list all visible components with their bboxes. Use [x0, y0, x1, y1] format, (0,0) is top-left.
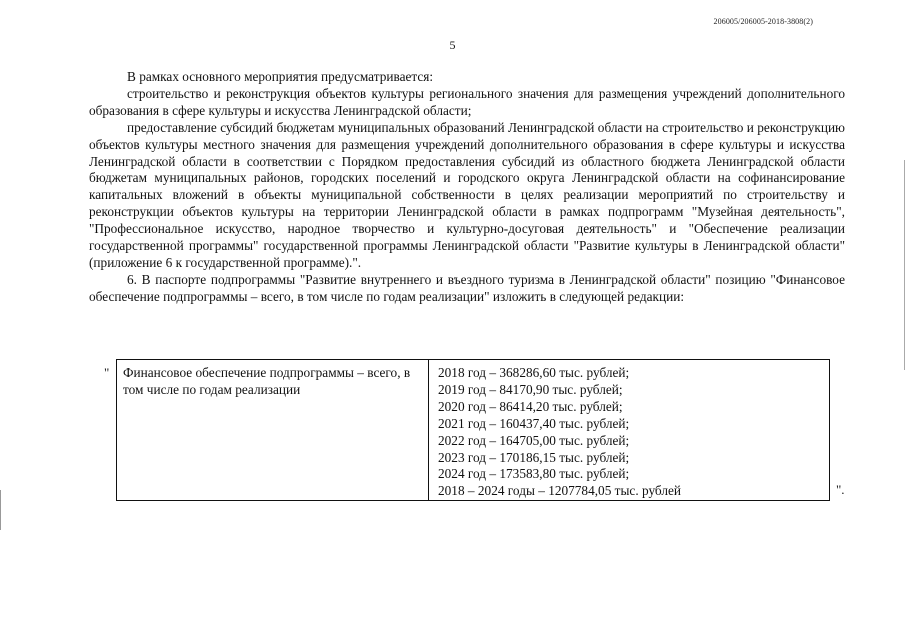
paragraph-item-6: 6. В паспорте подпрограммы "Развитие внутреннего и въездного туризма в Ленинградской области" позицию "Финансовое обеспечение подпрограммы – всего, в том числе по годам реализации" изложить в следующей редакции: — [89, 271, 845, 304]
financing-values-cell — [429, 360, 829, 500]
financing-table — [116, 359, 830, 501]
page-number: 5 — [449, 38, 456, 52]
document-id: 206005/206005-2018-3808(2) — [713, 17, 813, 26]
financing-row: 2024 год – 173583,80 тыс. рублей; — [438, 466, 630, 482]
closing-quote: ". — [836, 482, 845, 497]
paragraph-subsidies: предоставление субсидий бюджетам муниципальных образований Ленинградской области на строительство и реконструкцию объектов культуры местного значения для размещения учреждений дополнительного образования в сфере культуры и искусства Ленинградской области в соответствии с Порядком предоставления субсидий из областного бюджета Ленинградской области бюджетам муниципальных районов, городских поселений и городского округа Ленинградской области на софинансирование капитальных вложений в объекты муниципальной собственности в целях реализации мероприятий по строительству и реконструкции объектов культуры на территории Ленинградской области в рамках подпрограмм "Музейная деятельность", "Профессиональное искусство, народное творчество и культурно-досуговая деятельность" и "Обеспечение реализации государственной программы" государственной программы Ленинградской области "Развитие культуры в Ленинградской области" (приложение 6 к государственной программе).". — [89, 119, 845, 270]
financing-label-cell: Финансовое обеспечение подпрограммы – всего, в том числе по годам реализации — [117, 360, 429, 500]
paragraph-intro: В рамках основного мероприятия предусматривается: — [127, 69, 434, 84]
financing-row: 2023 год – 170186,15 тыс. рублей; — [438, 449, 630, 465]
financing-row: 2020 год – 86414,20 тыс. рублей; — [438, 398, 623, 414]
body-text — [89, 69, 845, 306]
opening-quote: " — [104, 365, 110, 380]
financing-row: 2022 год – 164705,00 тыс. рублей; — [438, 432, 630, 448]
financing-row: 2021 год – 160437,40 тыс. рублей; — [438, 415, 630, 431]
paragraph-construction: строительство и реконструкция объектов культуры регионального значения для размещения учреждений дополнительного образования в сфере культуры и искусства Ленинградской области; — [89, 85, 845, 118]
financing-row: 2019 год – 84170,90 тыс. рублей; — [438, 381, 623, 397]
financing-row: 2018 год – 368286,60 тыс. рублей; — [438, 365, 630, 380]
scan-edge-mark — [0, 490, 1, 530]
financing-total-row: 2018 – 2024 годы – 1207784,05 тыс. рублей — [438, 483, 682, 499]
